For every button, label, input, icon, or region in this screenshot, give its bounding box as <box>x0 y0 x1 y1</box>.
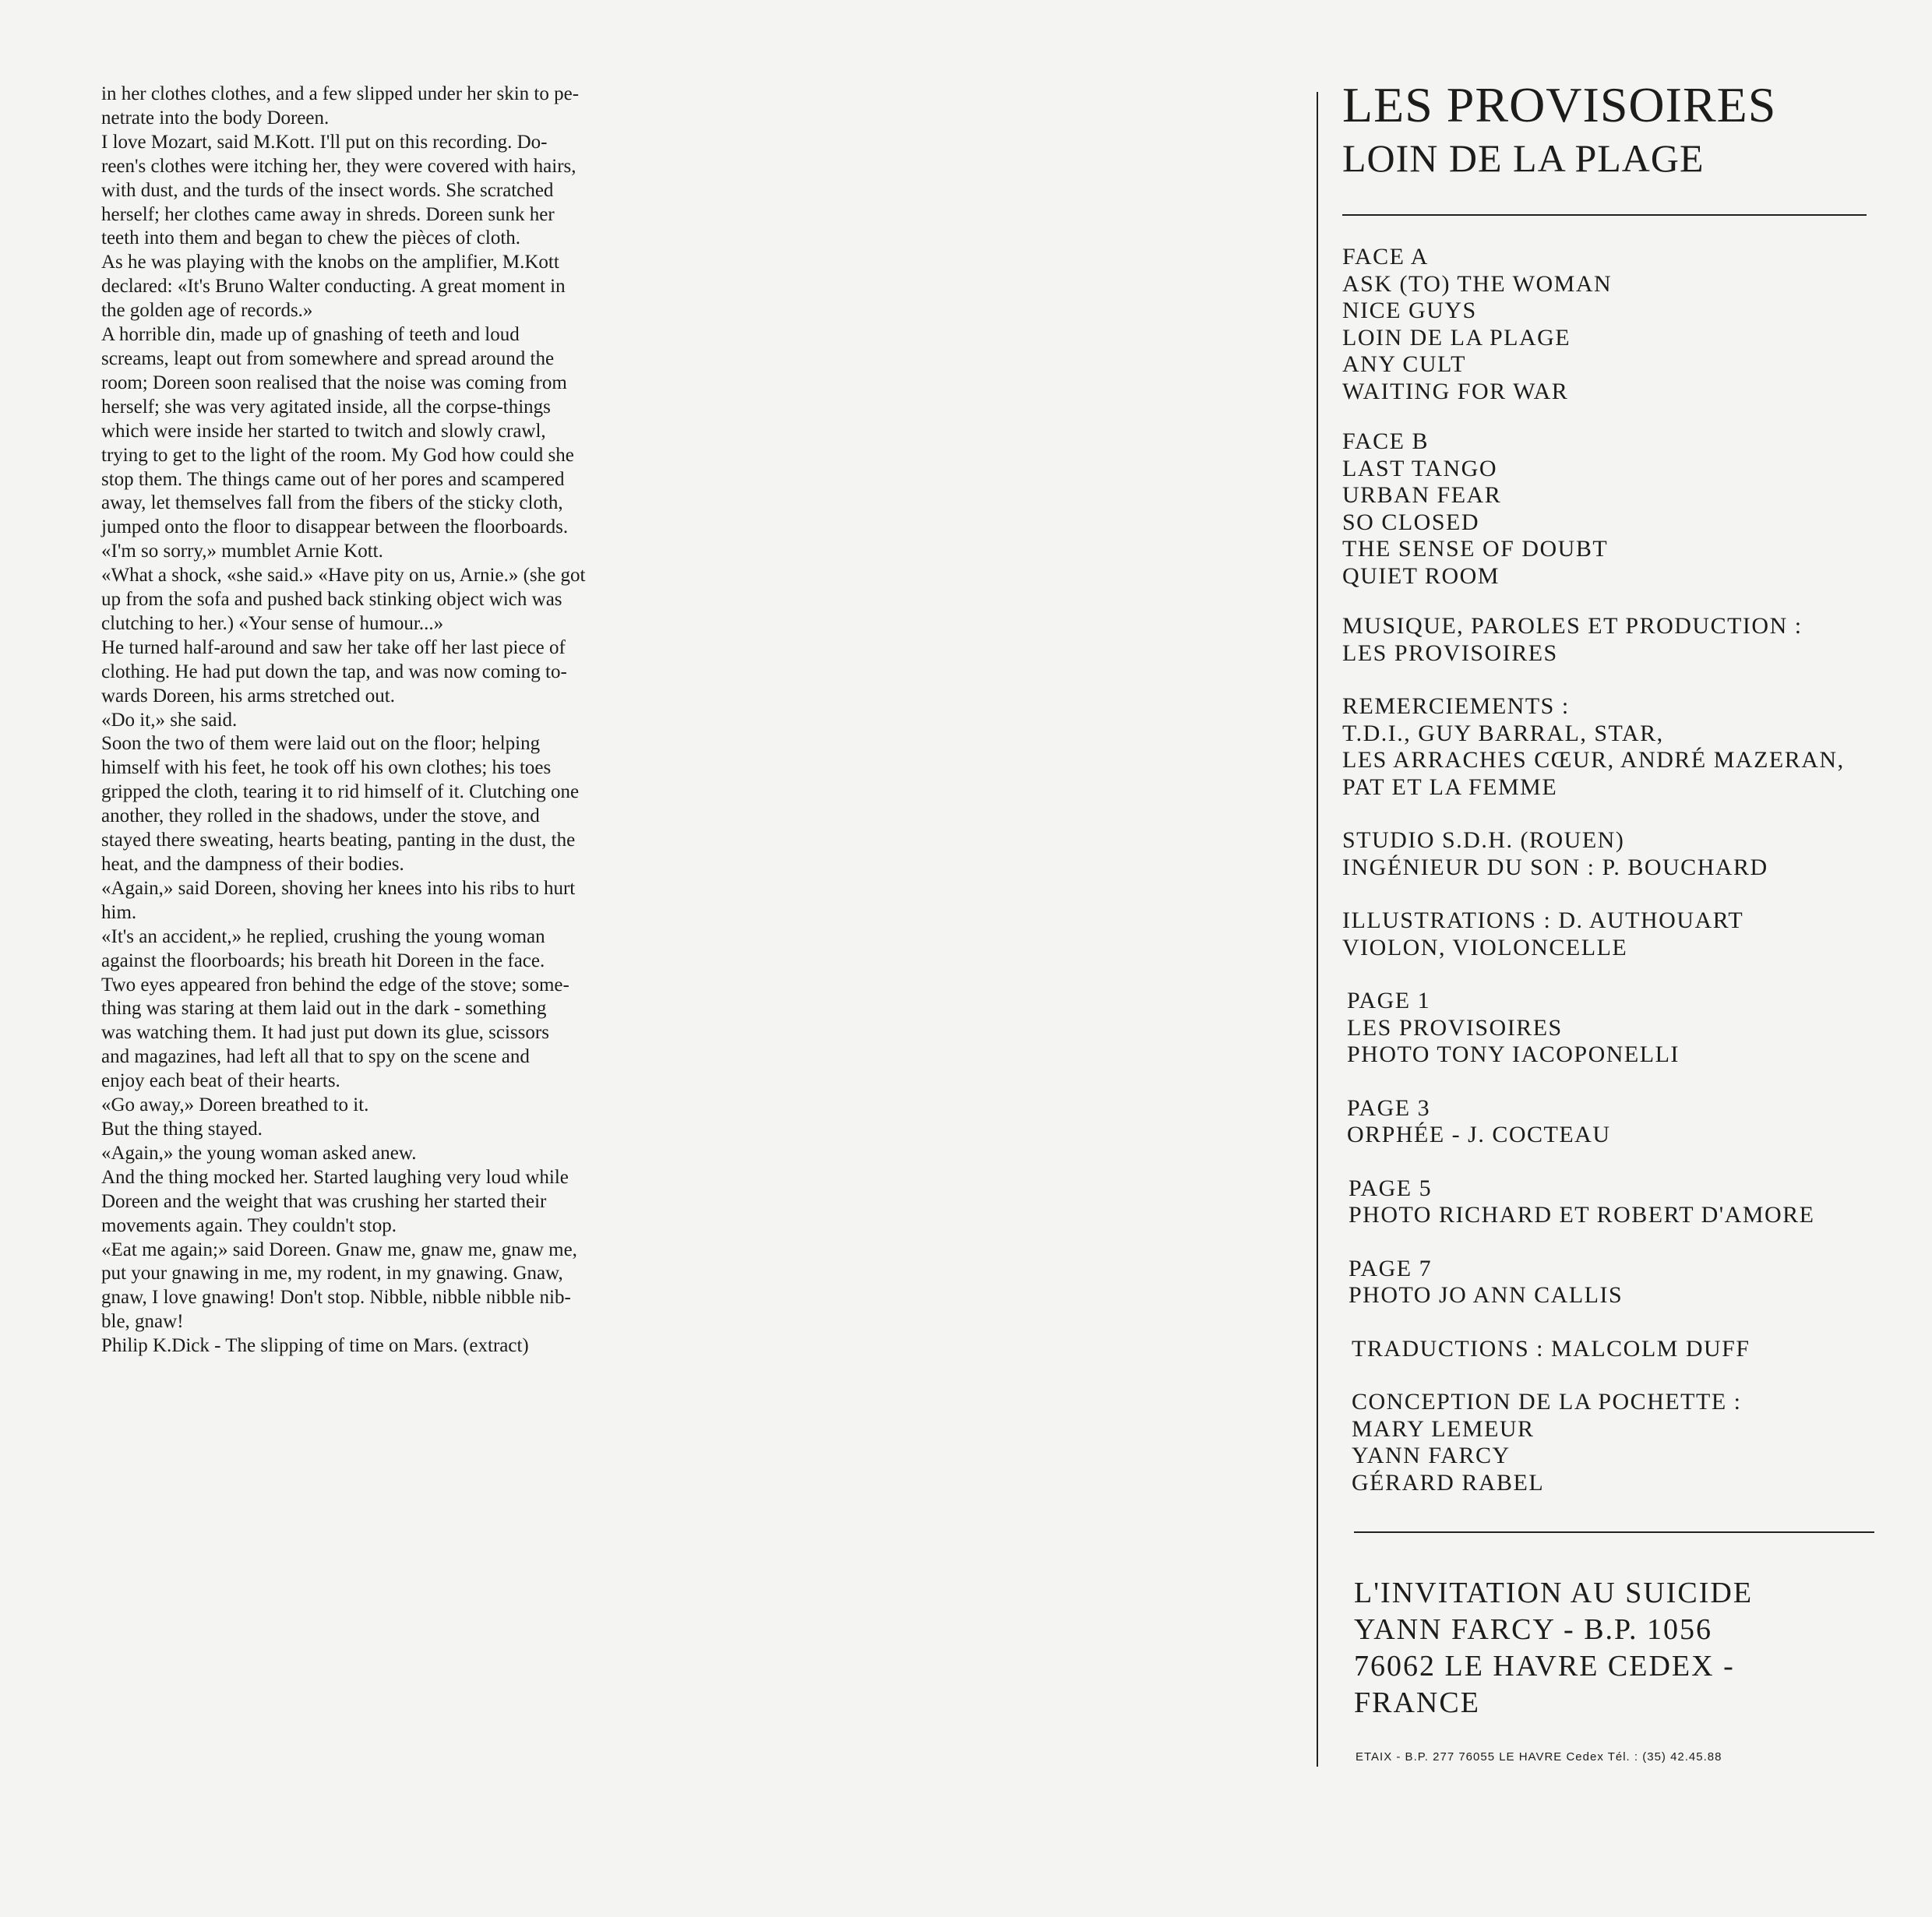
story-line: was watching them. It had just put down its glue, scissors <box>101 1022 549 1044</box>
credit-line: THE SENSE OF DOUBT <box>1342 536 1609 562</box>
credit-line: PAGE 3 <box>1347 1094 1431 1121</box>
story-line: stayed there sweating, hearts beating, panting in the dust, the <box>101 830 576 851</box>
credit-line: PAGE 7 <box>1349 1255 1433 1281</box>
story-line: room; Doreen soon realised that the noise was coming from <box>101 372 567 393</box>
credit-line: MARY LEMEUR <box>1352 1415 1535 1442</box>
production-credit <box>1342 613 1845 667</box>
story-line: trying to get to the light of the room. My God how could she <box>101 444 574 466</box>
story-line: I love Mozart, said M.Kott. I'll put on this recording. Do- <box>101 131 548 153</box>
story-line: himself with his feet, he took off his own clothes; his toes <box>101 757 552 779</box>
story-line: «Again,» said Doreen, shoving her knees into his ribs to hurt <box>101 877 576 899</box>
credit-line: TRADUCTIONS : MALCOLM DUFF <box>1352 1335 1750 1362</box>
story-line: «It's an accident,» he replied, crushing the young woman <box>101 925 545 947</box>
story-line: gnaw, I love gnawing! Don't stop. Nibble, nibble nibble nib- <box>101 1287 571 1309</box>
credit-line: NICE GUYS <box>1342 298 1477 323</box>
credit-line: CONCEPTION DE LA POCHETTE : <box>1352 1389 1742 1415</box>
credit-line: T.D.I., GUY BARRAL, STAR, <box>1342 720 1664 746</box>
story-line: the golden age of records.» <box>101 300 313 322</box>
story-line: with dust, and the turds of the insect words. She scratched <box>101 179 554 201</box>
credit-line: LES ARRACHES CŒUR, ANDRÉ MAZERAN, <box>1342 747 1845 773</box>
credit-line: REMERCIEMENTS : <box>1342 693 1570 719</box>
story-line: «Again,» the young woman asked anew. <box>101 1142 417 1164</box>
credit-line: STUDIO S.D.H. (ROUEN) <box>1342 827 1625 853</box>
address-line: FRANCE <box>1354 1686 1480 1719</box>
story-line: in her clothes clothes, and a few slipped under her skin to pe- <box>101 83 580 104</box>
story-line: stop them. The things came out of her pores and scampered <box>101 468 565 490</box>
story-line: wards Doreen, his arms stretched out. <box>101 685 395 707</box>
story-line: He turned half-around and saw her take off her last piece of <box>101 636 566 658</box>
story-line: him. <box>101 901 137 923</box>
printer-credit: ETAIX - B.P. 277 76055 LE HAVRE Cedex Tél. : (35) 42.45.88 <box>1356 1750 1722 1764</box>
address-divider <box>1354 1531 1874 1533</box>
story-line: herself; she was very agitated inside, all the corpse-things <box>101 396 551 418</box>
thanks-credit <box>1342 693 1845 801</box>
story-line: Philip K.Dick - The slipping of time on Mars. (extract) <box>101 1335 529 1357</box>
story-line: away, let themselves fall from the fibers of the sticky cloth, <box>101 492 563 514</box>
credit-line: PHOTO RICHARD ET ROBERT D'AMORE <box>1349 1202 1815 1228</box>
story-text <box>101 83 674 1358</box>
page7-credit <box>1342 1256 1845 1309</box>
story-line: herself; her clothes came away in shreds. Doreen sunk her <box>101 203 555 225</box>
story-line: But the thing stayed. <box>101 1118 263 1140</box>
story-line: Two eyes appeared fron behind the edge of the stove; some- <box>101 974 569 996</box>
story-line: thing was staring at them laid out in the dark - something <box>101 998 547 1020</box>
story-line: another, they rolled in the shadows, under the stove, and <box>101 805 540 827</box>
album-artist-title: LES PROVISOIRES <box>1342 77 1777 132</box>
story-line: «I'm so sorry,» mumblet Arnie Kott. <box>101 541 383 562</box>
credit-line: PHOTO TONY IACOPONELLI <box>1347 1041 1680 1067</box>
design-credit <box>1342 1389 1845 1496</box>
credit-line: VIOLON, VIOLONCELLE <box>1342 934 1628 960</box>
story-line: «What a shock, «she said.» «Have pity on us, Arnie.» (she got <box>101 565 586 587</box>
address-line: 76062 LE HAVRE CEDEX - <box>1354 1650 1735 1683</box>
album-title: LOIN DE LA PLAGE <box>1342 136 1705 180</box>
credit-line: ILLUSTRATIONS : D. AUTHOUART <box>1342 907 1744 933</box>
credit-line: SO CLOSED <box>1342 509 1480 535</box>
story-line: ble, gnaw! <box>101 1311 184 1333</box>
story-line: Doreen and the weight that was crushing her started their <box>101 1190 547 1212</box>
address-line: YANN FARCY - B.P. 1056 <box>1354 1613 1712 1646</box>
story-line: As he was playing with the knobs on the amplifier, M.Kott <box>101 252 559 273</box>
credit-line: LAST TANGO <box>1342 455 1497 481</box>
page1-credit <box>1342 988 1845 1069</box>
vertical-rule <box>1317 92 1318 1767</box>
illustrations-credit <box>1342 907 1845 961</box>
credit-line: ORPHÉE - J. COCTEAU <box>1347 1122 1611 1147</box>
address-line: L'INVITATION AU SUICIDE <box>1354 1577 1754 1609</box>
credit-line: QUIET ROOM <box>1342 562 1500 589</box>
story-line: «Do it,» she said. <box>101 709 238 731</box>
story-line: up from the sofa and pushed back stinking object wich was <box>101 589 562 611</box>
story-line: A horrible din, made up of gnashing of teeth and loud <box>101 324 520 346</box>
story-line: declared: «It's Bruno Walter conducting. A great moment in <box>101 276 566 298</box>
story-line: netrate into the body Doreen. <box>101 107 330 129</box>
credit-line: INGÉNIEUR DU SON : P. BOUCHARD <box>1342 854 1768 880</box>
story-line: clutching to her.) «Your sense of humour...» <box>101 612 444 634</box>
story-line: gripped the cloth, tearing it to rid himself of it. Clutching one <box>101 781 580 803</box>
credits-list <box>1342 244 1845 1523</box>
story-line: movements again. They couldn't stop. <box>101 1214 397 1236</box>
credit-line: PAT ET LA FEMME <box>1342 773 1558 800</box>
studio-credit <box>1342 827 1845 881</box>
story-line: put your gnawing in me, my rodent, in my gnawing. Gnaw, <box>101 1263 563 1284</box>
credit-line: PAGE 1 <box>1347 988 1431 1013</box>
translations-credit <box>1342 1336 1845 1363</box>
credit-line: URBAN FEAR <box>1342 482 1502 508</box>
story-line: against the floorboards; his breath hit Doreen in the face. <box>101 950 545 971</box>
story-line: Soon the two of them were laid out on the floor; helping <box>101 733 541 755</box>
credit-line: ASK (TO) THE WOMAN <box>1342 270 1613 297</box>
credit-line: LOIN DE LA PLAGE <box>1342 324 1571 351</box>
story-line: heat, and the dampness of their bodies. <box>101 854 404 875</box>
credit-line: YANN FARCY <box>1352 1443 1511 1468</box>
credit-line: WAITING FOR WAR <box>1342 378 1569 404</box>
story-line: «Go away,» Doreen breathed to it. <box>101 1094 369 1116</box>
story-line: And the thing mocked her. Started laughing very loud while <box>101 1166 569 1188</box>
credit-line: PAGE 5 <box>1349 1175 1433 1201</box>
credit-line: FACE B <box>1342 428 1429 454</box>
story-line: and magazines, had left all that to spy on the scene and <box>101 1046 530 1068</box>
credit-line: GÉRARD RABEL <box>1352 1469 1545 1496</box>
story-line: which were inside her started to twitch and slowly crawl, <box>101 420 546 442</box>
credit-line: MUSIQUE, PAROLES ET PRODUCTION : <box>1342 613 1803 639</box>
credit-line: LES PROVISOIRES <box>1342 640 1558 666</box>
story-line: «Eat me again;» said Doreen. Gnaw me, gnaw me, gnaw me, <box>101 1239 577 1260</box>
credit-line: PHOTO JO ANN CALLIS <box>1349 1282 1624 1308</box>
story-line: screams, leapt out from somewhere and spread around the <box>101 347 555 369</box>
credit-line: FACE A <box>1342 244 1429 270</box>
title-divider <box>1342 214 1867 216</box>
face-a-tracklist <box>1342 244 1845 405</box>
face-b-tracklist <box>1342 428 1845 590</box>
story-line: enjoy each beat of their hearts. <box>101 1070 340 1092</box>
credit-line: ANY CULT <box>1342 351 1466 377</box>
label-address <box>1354 1575 1753 1721</box>
story-line: teeth into them and began to chew the pièces of cloth. <box>101 227 521 249</box>
credit-line: LES PROVISOIRES <box>1347 1014 1563 1041</box>
page5-credit <box>1342 1175 1845 1229</box>
story-line: clothing. He had put down the tap, and was now coming to- <box>101 661 567 682</box>
page3-credit <box>1342 1095 1845 1149</box>
story-line: reen's clothes were itching her, they were covered with hairs, <box>101 155 576 177</box>
story-line: jumped onto the floor to disappear between the floorboards. <box>101 516 569 538</box>
